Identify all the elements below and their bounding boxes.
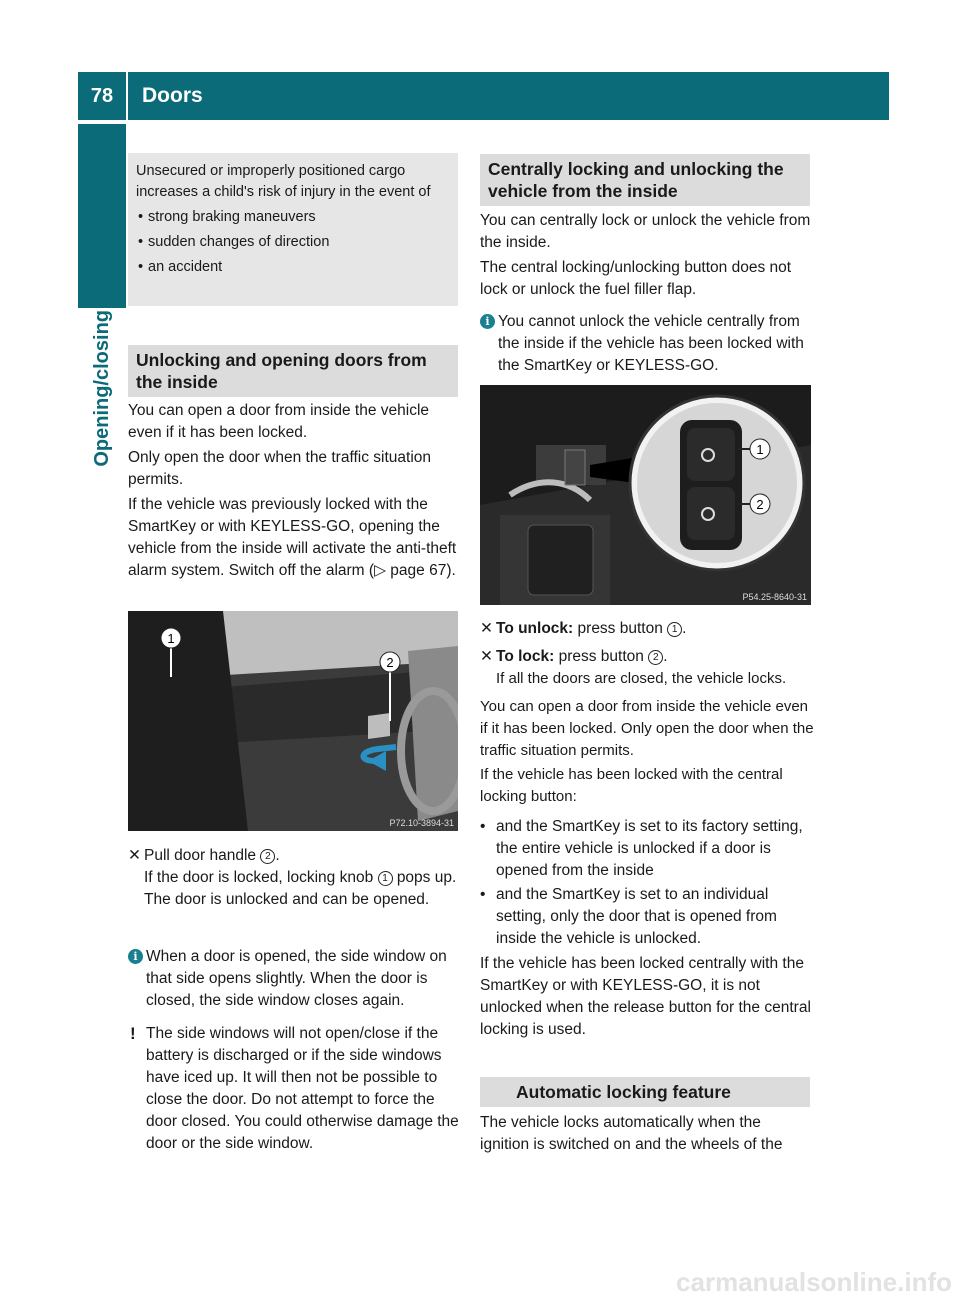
step-text: If the door is locked, locking knob [144,869,374,886]
step-label: To unlock: [496,620,574,637]
bullet-marker: • [480,818,486,835]
paragraph: The vehicle locks automatically when the ignition is switched on and the wheels of the [480,1114,783,1153]
paragraph: If the vehicle has been locked with the central locking button: [480,766,783,805]
callout-marker: 1 [378,871,393,886]
info-note [128,946,460,1012]
info-note [480,311,814,377]
section-tab [78,124,126,308]
bullet-text: and the SmartKey is set to an individual setting, only the door that is opened from inside the vehicle is unlocked. [496,886,777,947]
step-text: pops up. The door is unlocked and can be opened. [144,869,457,908]
instruction-step: ✕ Pull door handle 2 . If the door is locked, locking knob 1 pops up. The door is unlocked and can be opened. [128,847,457,908]
info-icon: i [128,949,143,964]
paragraph: If the vehicle has been locked centrally with the SmartKey or with KEYLESS-GO, it is not unlocked when the release button for the central locking is used. [480,955,811,1038]
section-heading-unlock-inside: Unlocking and opening doors from the inside [128,345,458,397]
door-illustration [128,611,458,831]
bullet-item [480,884,812,950]
exclamation-icon: ! [130,1024,136,1043]
caution-note [128,1023,462,1155]
warning-list [136,207,450,278]
side-label [78,310,126,510]
bullet-text: and the SmartKey is set to its factory setting, the entire vehicle is unlocked if a door is opened from the inside [496,818,803,879]
step-marker-icon: ✕ [480,648,493,665]
paragraph: You can centrally lock or unlock the vehicle from the inside. [480,212,811,251]
figure-caption: P54.25-8640-31 [742,592,807,602]
bullet-marker: • [480,886,486,903]
paragraph: Only open the door when the traffic situation permits. [128,449,432,488]
caution-text: The side windows will not open/close if the battery is discharged or if the side windows have iced up. It will then not be possible to close the door. Do not attempt to force the door closed. You could otherwise damage the door or the side window. [146,1025,459,1152]
side-label-text: Opening/closing [90,310,113,467]
paragraph: If the vehicle was previously locked with the SmartKey or with KEYLESS-GO, opening the vehicle from the inside will activate the anti-theft alarm system. Switch off the alarm (▷ page 67). [128,496,457,579]
step-text: press button [558,648,644,665]
page-number: 78 [78,72,126,120]
fig-marker: 1 [167,631,175,646]
callout-marker: 2 [260,849,275,864]
warning-box [128,153,458,306]
step-marker-icon: ✕ [128,847,141,864]
step-label: To lock: [496,648,555,665]
bullet-item [480,816,812,882]
section-heading-auto-lock: Automatic locking feature [480,1077,810,1107]
section-heading-central-locking: Centrally locking and unlocking the vehicle from the inside [480,154,810,206]
warning-item: • strong braking maneuvers [136,207,450,228]
central-lock-figure [480,385,811,605]
paragraph: You can open a door from inside the vehicle even if it has been locked. [128,402,430,441]
info-icon: i [480,314,495,329]
step-text: press button [577,620,663,637]
step-text: If all the doors are closed, the vehicle locks. [496,670,787,687]
fig-marker: 2 [756,497,764,512]
lock-button-illustration [480,385,811,605]
warning-item: • sudden changes of direction [136,232,450,253]
warning-intro: Unsecured or improperly positioned cargo increases a child's risk of injury in the event of [136,163,431,200]
fig-marker: 2 [386,655,394,670]
step-marker-icon: ✕ [480,620,493,637]
info-text: When a door is opened, the side window on that side opens slightly. When the door is closed, the side window closes again. [146,948,447,1009]
paragraph: The central locking/unlocking button does not lock or unlock the fuel filler flap. [480,259,792,298]
figure-caption: P72.10-3894-31 [389,818,454,828]
fig-marker: 1 [756,442,764,457]
door-handle-figure [128,611,458,831]
callout-marker: 1 [667,622,682,637]
watermark: carmanualsonline.info [676,1267,952,1297]
callout-marker: 2 [648,650,663,665]
instruction-step-unlock: ✕ To unlock: press button 1 . [480,618,812,640]
step-text: Pull door handle [144,847,257,864]
instruction-step-lock: ✕ To lock: press button 2 . If all the doors are closed, the vehicle locks. [480,648,787,687]
page-title: Doors [128,72,889,120]
info-text: You cannot unlock the vehicle centrally from the inside if the vehicle has been locked with the SmartKey or KEYLESS-GO. [498,313,804,374]
warning-item: • an accident [136,257,450,278]
paragraph: You can open a door from inside the vehicle even if it has been locked. Only open the door when the traffic situation permits. [480,698,814,759]
